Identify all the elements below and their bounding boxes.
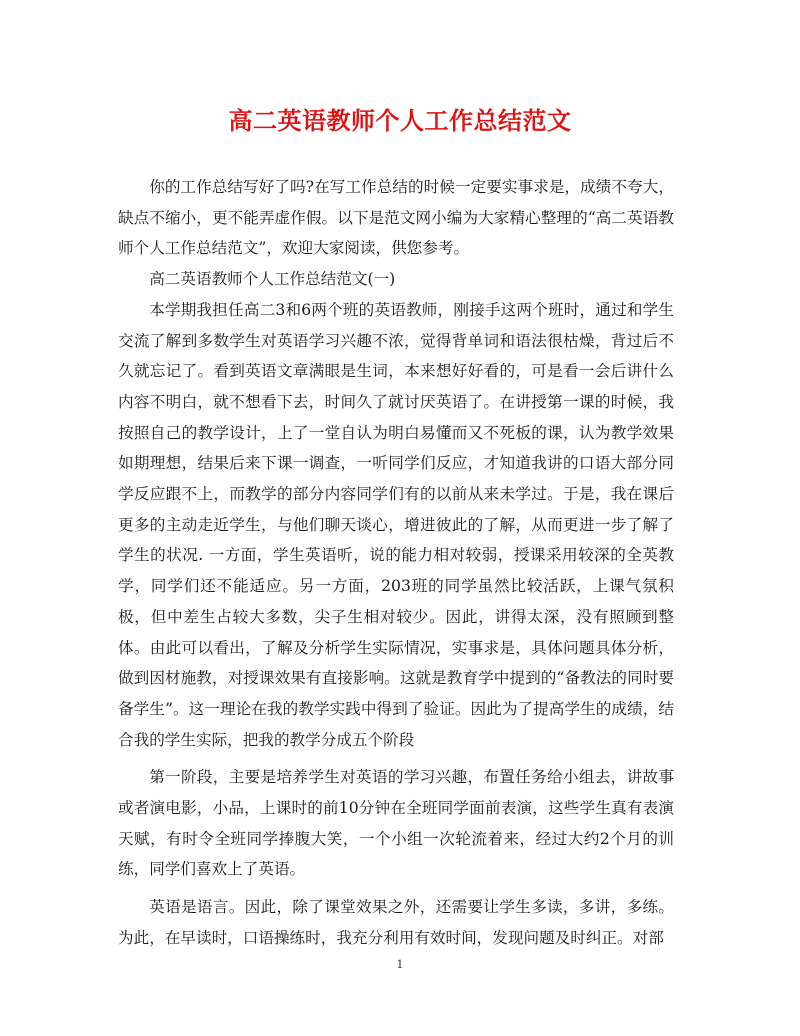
body-paragraph-3: 英语是语言。因此，除了课堂效果之外，还需要让学生多读，多讲，多练。为此，在早读时，口语操练时，我充分利用有效时间，发现问题及时纠正。对部 <box>118 898 674 947</box>
page-number: 1 <box>396 958 404 971</box>
body-paragraph-2: 第一阶段，主要是培养学生对英语的学习兴趣，布置任务给小组去，讲故事或者演电影，小品，上课时的前10分钟在全班同学面前表演，这些学生真有表演天赋，有时令全班同学捧腹大笑，一个小组一次轮流着来，经过大约2个月的训练，同学们喜欢上了英语。 <box>118 768 674 879</box>
document-title: 高二英语教师个人工作总结范文 <box>228 106 572 135</box>
body-paragraph-1: 本学期我担任高二3和6两个班的英语教师，刚接手这两个班时，通过和学生交流了解到多数学生对英语学习兴趣不浓，觉得背单词和语法很枯燥，背过后不久就忘记了。看到英语文章满眼是生词，本来想好好看的，可是看一会后讲什么内容不明白，就不想看下去，时间久了就讨厌英语了。在讲授第一课的时候，我按照自己的教学设计，上了一堂自认为明白易懂而又不死板的课，认为教学效果如期理想，结果后来下课一调查，一听同学们反应，才知道我讲的口语大部分同学反应跟不上，而教学的部分内容同学们有的以前从来未学过。于是，我在课后更多的主动走近学生，与他们聊天谈心，增进彼此的了解，从而更进一步了解了学生的状况. 一方面，学生英语听，说的能力相对较弱，授课采用较深的全英教学，同学们还不能适应。另一方面，203班的同学虽然比较活跃，上课气氛积极，但中差生占较大多数，尖子生相对较少。因此，讲得太深，没有照顾到整体。由此可以看出，了解及分析学生实际情况，实事求是，具体问题具体分析，做到因材施教，对授课效果有直接影响。这就是教育学中提到的“备教法的同时要备学生”。这一理论在我的教学实践中得到了验证。因此为了提高学生的成绩，结合我的学生实际，把我的教学分成五个阶段 <box>118 300 674 749</box>
document-body <box>118 172 674 954</box>
section-heading: 高二英语教师个人工作总结范文(一) <box>149 270 396 289</box>
intro-paragraph: 你的工作总结写好了吗?在写工作总结的时候一定要实事求是，成绩不夸大，缺点不缩小，更不能弄虚作假。以下是范文网小编为大家精心整理的“高二英语教师个人工作总结范文”，欢迎大家阅读，供您参考。 <box>118 178 674 258</box>
